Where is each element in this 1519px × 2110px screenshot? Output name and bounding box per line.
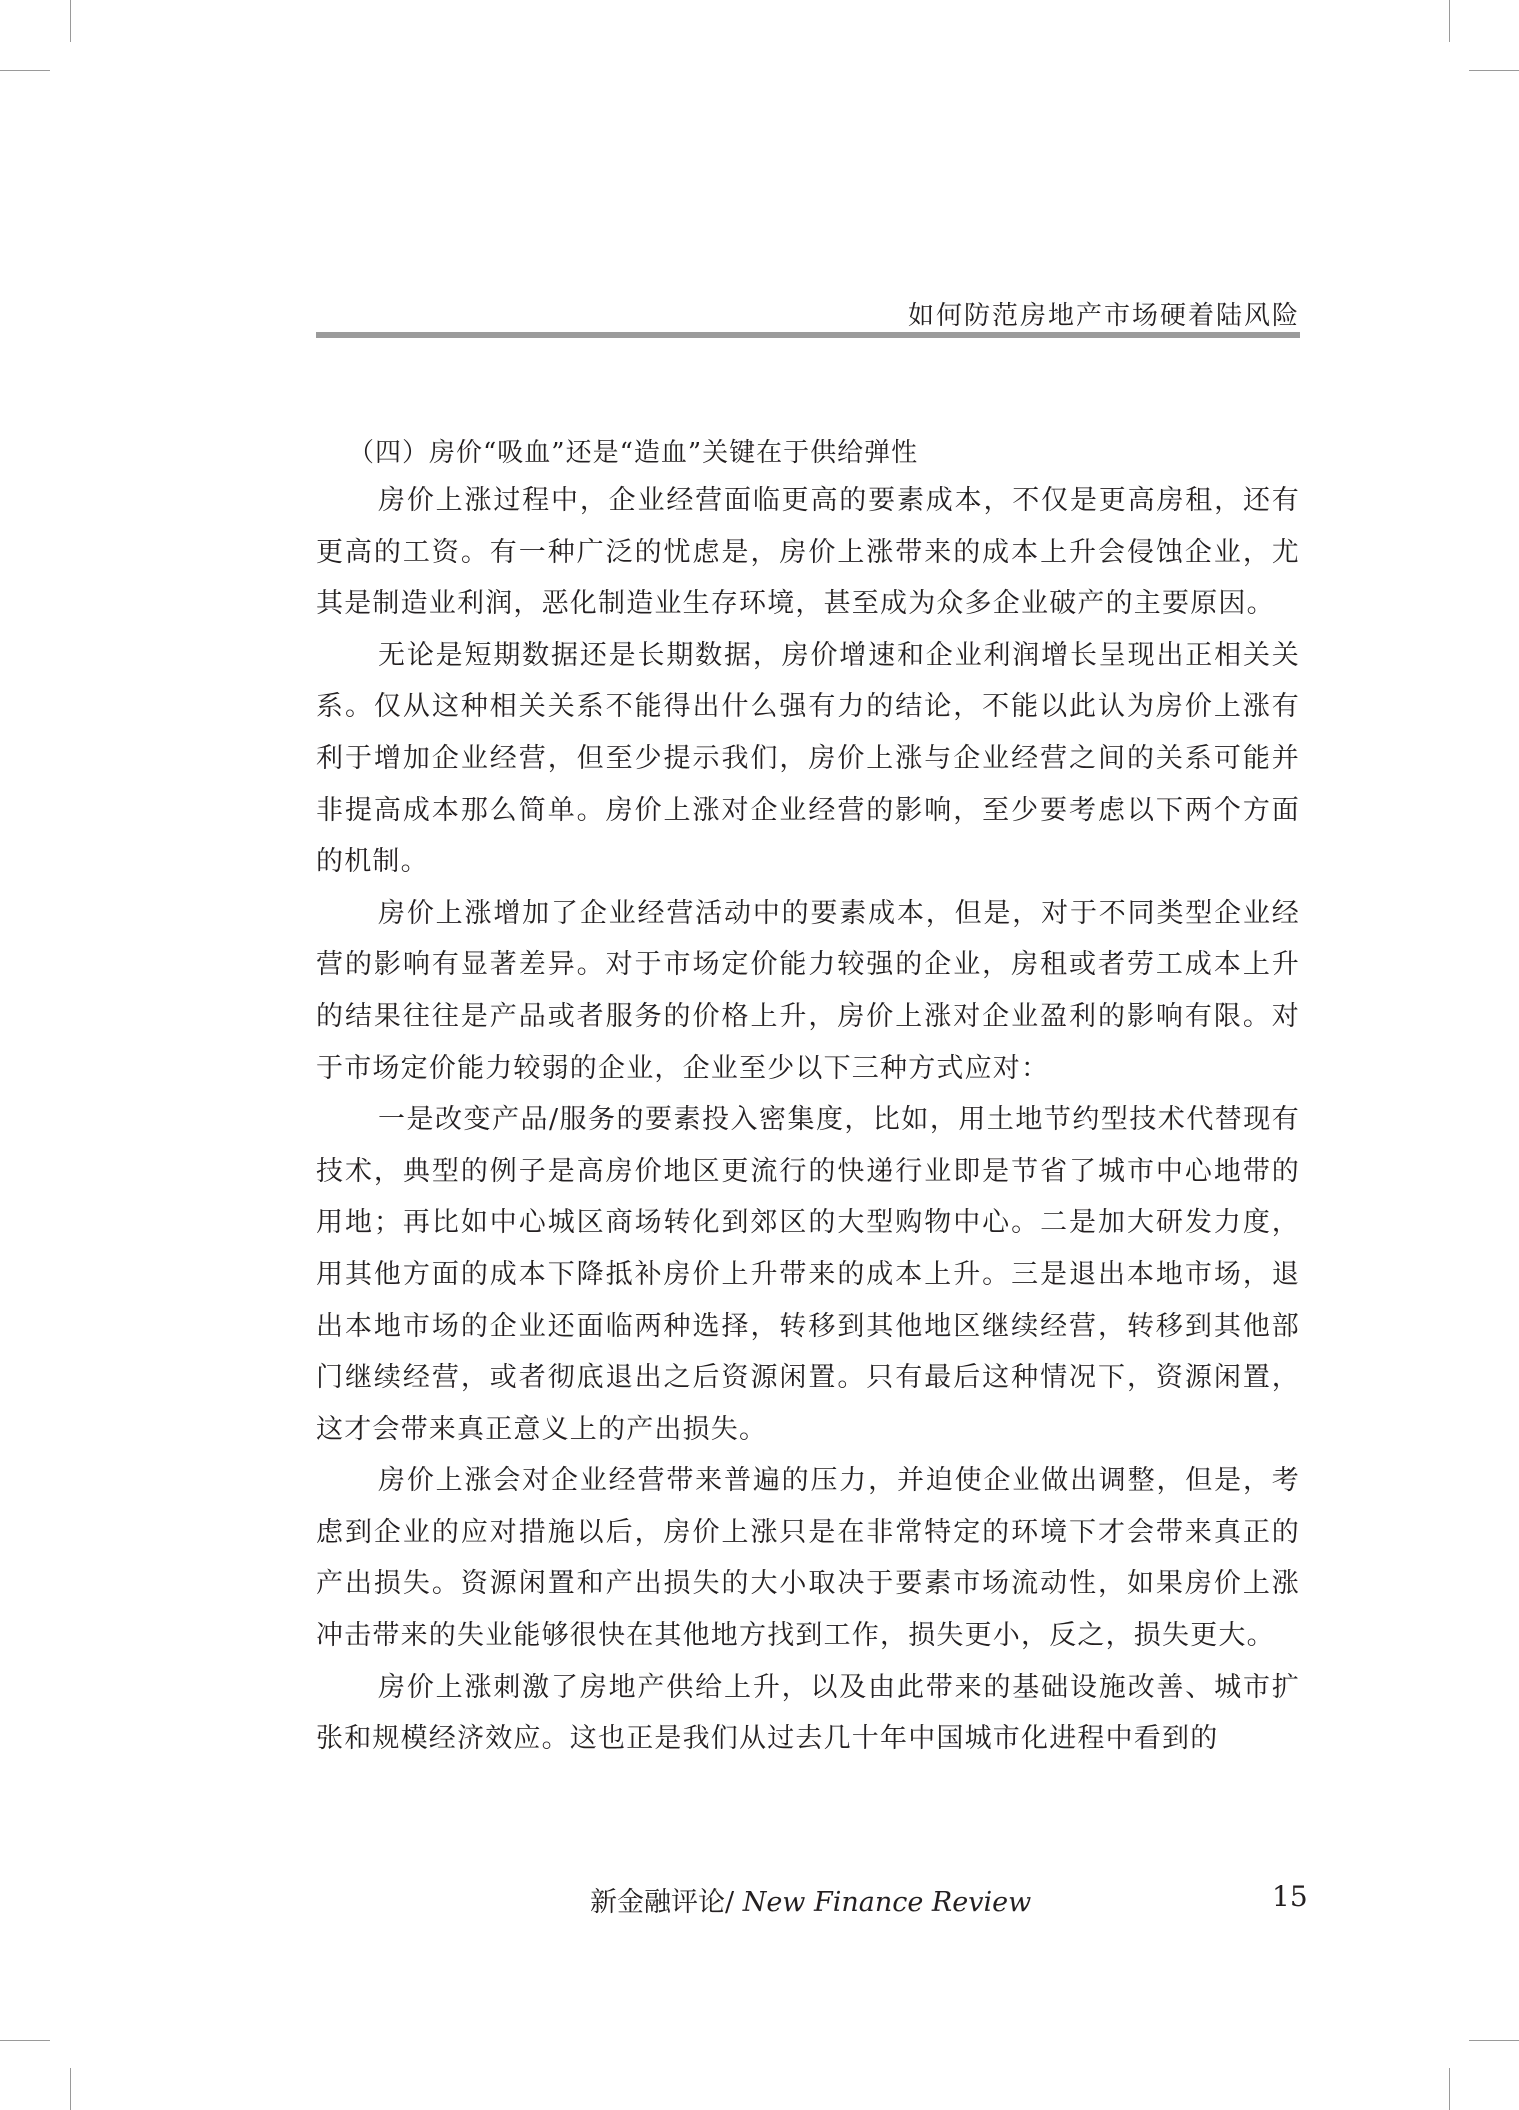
page-number: 15 [1272,1880,1308,1913]
crop-mark-bottom-left [70,2068,71,2110]
journal-name-en: New Finance Review [742,1887,1032,1918]
section-heading: （四）房价“吸血”还是“造血”关键在于供给弹性 [348,438,919,468]
paragraph-1: 房价上涨过程中，企业经营面临更高的要素成本，不仅是更高房租，还有更高的工资。有一种广泛的忧虑是，房价上涨带来的成本上升会侵蚀企业，尤其是制造业利润，恶化制造业生存环境，甚至成为众多企业破产的主要原因。 [316,485,1300,620]
paragraph-3: 房价上涨增加了企业经营活动中的要素成本，但是，对于不同类型企业经营的影响有显著差异。对于市场定价能力较强的企业，房租或者劳工成本上升的结果往往是产品或者服务的价格上升，房价上涨对企业盈利的影响有限。对于市场定价能力较弱的企业，企业至少以下三种方式应对： [316,897,1300,1084]
crop-mark-bottom-left-h [0,2040,50,2041]
footer-journal-title [590,1880,1031,1919]
running-head: 如何防范房地产市场硬着陆风险 [907,301,1300,331]
crop-mark-top-right [1449,0,1450,42]
paragraph-5: 房价上涨会对企业经营带来普遍的压力，并迫使企业做出调整，但是，考虑到企业的应对措施以后，房价上涨只是在非常特定的环境下才会带来真正的产出损失。资源闲置和产出损失的大小取决于要素市场流动性，如果房价上涨冲击带来的失业能够很快在其他地方找到工作，损失更小，反之，损失更大。 [316,1465,1300,1652]
paragraph-4: 一是改变产品/服务的要素投入密集度，比如，用土地节约型技术代替现有技术，典型的例子是高房价地区更流行的快递行业即是节省了城市中心地带的用地；再比如中心城区商场转化到郊区的大型购物中心。二是加大研发力度，用其他方面的成本下降抵补房价上升带来的成本上升。三是退出本地市场，退出本地市场的企业还面临两种选择，转移到其他地区继续经营，转移到其他部门继续经营，或者彻底退出之后资源闲置。只有最后这种情况下，资源闲置，这才会带来真正意义上的产出损失。 [316,1104,1300,1445]
crop-mark-top-left [70,0,71,42]
body-text [316,475,1300,1765]
paragraph-2: 无论是短期数据还是长期数据，房价增速和企业利润增长呈现出正相关关系。仅从这种相关关系不能得出什么强有力的结论，不能以此认为房价上涨有利于增加企业经营，但至少提示我们，房价上涨与企业经营之间的关系可能并非提高成本那么简单。房价上涨对企业经营的影响，至少要考虑以下两个方面的机制。 [316,639,1300,878]
journal-name-cn: 新金融评论 [590,1887,725,1918]
crop-mark-bottom-right-h [1469,2040,1519,2041]
paragraph-6: 房价上涨刺激了房地产供给上升，以及由此带来的基础设施改善、城市扩张和规模经济效应。这也正是我们从过去几十年中国城市化进程中看到的 [316,1671,1300,1755]
crop-mark-top-left-h [0,70,50,71]
header-rule [316,332,1300,338]
journal-name-separator: / [725,1887,735,1918]
crop-mark-top-right-h [1469,70,1519,71]
crop-mark-bottom-right [1449,2068,1450,2110]
